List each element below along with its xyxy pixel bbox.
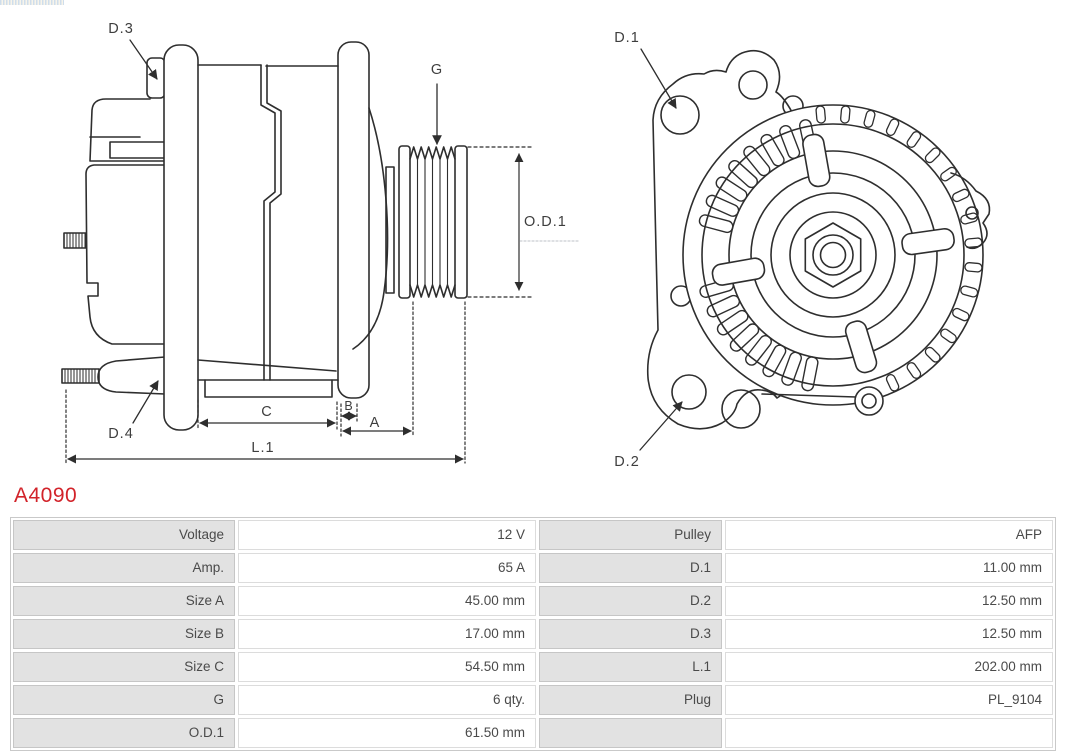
- rear-housing: [86, 99, 165, 344]
- spec-value-cell: 11.00 mm: [725, 553, 1053, 583]
- spec-value-cell: 54.50 mm: [238, 652, 536, 682]
- spec-table: [10, 517, 1056, 751]
- spec-value-cell: 61.50 mm: [238, 718, 536, 748]
- label-od1: O.D.1: [524, 214, 567, 230]
- spec-label-cell: O.D.1: [13, 718, 235, 748]
- label-g: G: [430, 62, 444, 78]
- spec-label-cell: D.1: [539, 553, 722, 583]
- spec-label-cell: Pulley: [539, 520, 722, 550]
- alternator-front-view: [614, 30, 989, 470]
- spec-value-cell: 12.50 mm: [725, 619, 1053, 649]
- label-dim-a: A: [369, 415, 381, 431]
- spec-value-cell: 17.00 mm: [238, 619, 536, 649]
- label-d3: D.3: [108, 21, 134, 37]
- pulley: [399, 146, 467, 298]
- spec-label-cell: G: [13, 685, 235, 715]
- alternator-side-view: [62, 21, 580, 463]
- spec-value-cell: 202.00 mm: [725, 652, 1053, 682]
- upper-stud: [64, 233, 86, 248]
- spec-label-cell: Size C: [13, 652, 235, 682]
- spec-label-cell: L.1: [539, 652, 722, 682]
- lower-stud-terminal: [62, 357, 165, 394]
- spec-label-cell: Amp.: [13, 553, 235, 583]
- spec-value-cell: 45.00 mm: [238, 586, 536, 616]
- spec-label-cell: Size B: [13, 619, 235, 649]
- spec-value-cell: 65 A: [238, 553, 536, 583]
- spec-value-cell: 12.50 mm: [725, 586, 1053, 616]
- spec-value-cell: 12 V: [238, 520, 536, 550]
- d3-leader-arrow: [130, 40, 157, 79]
- label-d1: D.1: [614, 30, 640, 46]
- spec-value-cell: [725, 718, 1053, 748]
- label-d4: D.4: [108, 426, 134, 442]
- label-dim-l1: L.1: [251, 440, 275, 456]
- label-dim-c: C: [261, 404, 273, 420]
- d4-leader-arrow: [133, 381, 158, 423]
- spec-label-cell: Plug: [539, 685, 722, 715]
- spec-value-cell: 6 qty.: [238, 685, 536, 715]
- spec-label-cell: D.2: [539, 586, 722, 616]
- label-dim-b: B: [344, 399, 354, 413]
- shaft-nut: [771, 193, 895, 317]
- stator-body: [198, 65, 338, 397]
- bracket-right-tower: [338, 42, 369, 398]
- spec-label-cell: Size A: [13, 586, 235, 616]
- spec-value-cell: PL_9104: [725, 685, 1053, 715]
- spec-value-cell: AFP: [725, 520, 1053, 550]
- spec-label-cell: D.3: [539, 619, 722, 649]
- bracket-left-tower: [164, 45, 198, 430]
- part-number: A4090: [14, 484, 78, 507]
- label-d2: D.2: [614, 454, 640, 470]
- spec-label-cell: [539, 718, 722, 748]
- spec-label-cell: Voltage: [13, 520, 235, 550]
